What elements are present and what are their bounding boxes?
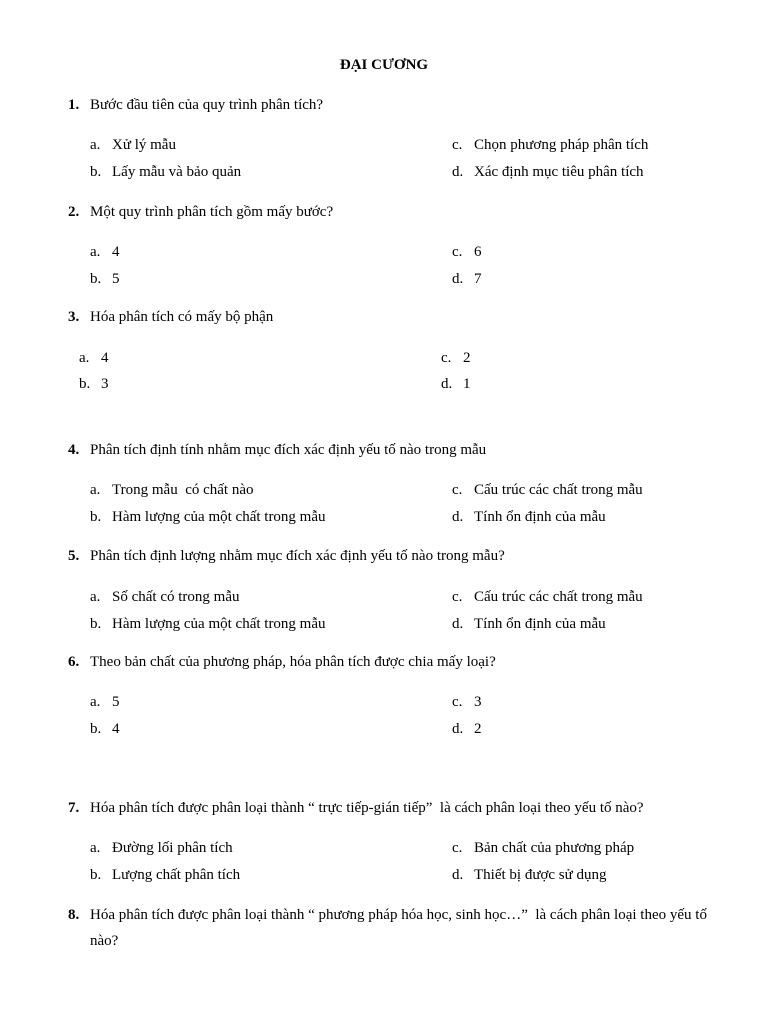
option-text: Đường lối phân tích — [112, 840, 233, 856]
option-d — [452, 615, 606, 633]
option-text: 2 — [474, 721, 482, 737]
option-c — [452, 839, 634, 857]
option-letter: b. — [90, 616, 102, 632]
option-d — [452, 163, 644, 181]
option-letter: b. — [79, 376, 91, 392]
option-letter: c. — [452, 137, 463, 153]
option-text: Xác định mục tiêu phân tích — [474, 164, 644, 180]
option-letter: a. — [90, 589, 101, 605]
option-text: Xử lý mẫu — [112, 137, 176, 153]
option-b — [90, 163, 241, 181]
option-d — [452, 866, 607, 884]
option-text: Hàm lượng của một chất trong mẫu — [112, 509, 326, 525]
option-a — [90, 243, 120, 261]
option-letter: b. — [90, 721, 102, 737]
question-number: 5. — [68, 548, 80, 564]
question-number: 1. — [68, 97, 80, 113]
option-b — [90, 720, 120, 738]
option-text: Chọn phương pháp phân tích — [474, 137, 649, 153]
option-letter: d. — [452, 616, 464, 632]
option-letter: c. — [452, 244, 463, 260]
option-text: 4 — [112, 721, 120, 737]
option-a — [90, 481, 254, 499]
option-letter: a. — [79, 350, 90, 366]
document-title: ĐẠI CƯƠNG — [339, 57, 429, 73]
option-text: 3 — [474, 694, 482, 710]
question-number: 6. — [68, 654, 80, 670]
option-letter: c. — [452, 694, 463, 710]
option-b — [90, 615, 326, 633]
question-number: 3. — [68, 309, 80, 325]
option-d — [452, 720, 482, 738]
option-c — [441, 349, 471, 367]
option-c — [452, 243, 482, 261]
option-text: 6 — [474, 244, 482, 260]
option-b — [90, 270, 120, 288]
option-text: 3 — [101, 376, 109, 392]
option-text: 4 — [101, 350, 109, 366]
option-c — [452, 693, 482, 711]
question-text: Phân tích định lượng nhằm mục đích xác định yếu tố nào trong mẫu? — [90, 548, 505, 564]
question-text: Một quy trình phân tích gồm mấy bước? — [90, 204, 334, 220]
question-text: Hóa phân tích có mấy bộ phận — [90, 309, 274, 325]
option-text: Tính ổn định của mẫu — [474, 509, 606, 525]
option-letter: c. — [452, 589, 463, 605]
option-letter: a. — [90, 137, 101, 153]
option-c — [452, 136, 648, 154]
option-text: Lấy mẫu và bảo quản — [112, 164, 242, 180]
question-text: Theo bản chất của phương pháp, hóa phân tích được chia mấy loại? — [90, 654, 496, 670]
question-text: Hóa phân tích được phân loại thành “ phương pháp hóa học, sinh học…” là cách phân loại theo yếu tố nào? — [90, 907, 711, 949]
option-c — [452, 588, 643, 606]
option-d — [452, 508, 606, 526]
question-text: Phân tích định tính nhằm mục đích xác định yếu tố nào trong mẫu — [90, 442, 487, 458]
option-text: Hàm lượng của một chất trong mẫu — [112, 616, 326, 632]
option-letter: a. — [90, 482, 101, 498]
option-text: 7 — [474, 271, 482, 287]
option-a — [90, 136, 176, 154]
option-letter: d. — [452, 867, 464, 883]
option-text: 4 — [112, 244, 120, 260]
option-text: Tính ổn định của mẫu — [474, 616, 606, 632]
question-number: 7. — [68, 800, 80, 816]
option-b — [90, 866, 240, 884]
option-letter: d. — [452, 164, 464, 180]
option-c — [452, 481, 643, 499]
option-letter: d. — [452, 271, 464, 287]
option-letter: b. — [90, 867, 102, 883]
option-text: Bản chất của phương pháp — [474, 840, 635, 856]
option-letter: a. — [90, 840, 101, 856]
option-b — [90, 508, 326, 526]
option-text: 2 — [463, 350, 471, 366]
question-number: 4. — [68, 442, 80, 458]
option-letter: d. — [441, 376, 453, 392]
option-text: Thiết bị được sử dụng — [474, 867, 607, 883]
option-text: Cấu trúc các chất trong mẫu — [474, 589, 643, 605]
question-number: 8. — [68, 907, 80, 923]
option-text: 1 — [463, 376, 471, 392]
option-text: Trong mẫu có chất nào — [112, 482, 254, 498]
option-d — [452, 270, 482, 288]
option-letter: a. — [90, 694, 101, 710]
option-letter: b. — [90, 271, 102, 287]
option-text: Số chất có trong mẫu — [112, 589, 240, 605]
option-text: 5 — [112, 694, 120, 710]
question-number: 2. — [68, 204, 80, 220]
option-letter: c. — [452, 840, 463, 856]
option-text: 5 — [112, 271, 120, 287]
option-text: Lượng chất phân tích — [112, 867, 241, 883]
question-text: Hóa phân tích được phân loại thành “ trực tiếp-gián tiếp” là cách phân loại theo yếu tố nào? — [90, 800, 644, 816]
option-letter: d. — [452, 721, 464, 737]
option-a — [79, 349, 109, 367]
option-text: Cấu trúc các chất trong mẫu — [474, 482, 643, 498]
option-letter: a. — [90, 244, 101, 260]
option-letter: c. — [441, 350, 452, 366]
option-letter: b. — [90, 509, 102, 525]
option-letter: d. — [452, 509, 464, 525]
option-b — [79, 375, 109, 393]
option-a — [90, 588, 239, 606]
option-a — [90, 693, 120, 711]
option-letter: b. — [90, 164, 102, 180]
option-a — [90, 839, 233, 857]
option-d — [441, 375, 471, 393]
option-letter: c. — [452, 482, 463, 498]
question-text: Bước đầu tiên của quy trình phân tích? — [90, 97, 324, 113]
